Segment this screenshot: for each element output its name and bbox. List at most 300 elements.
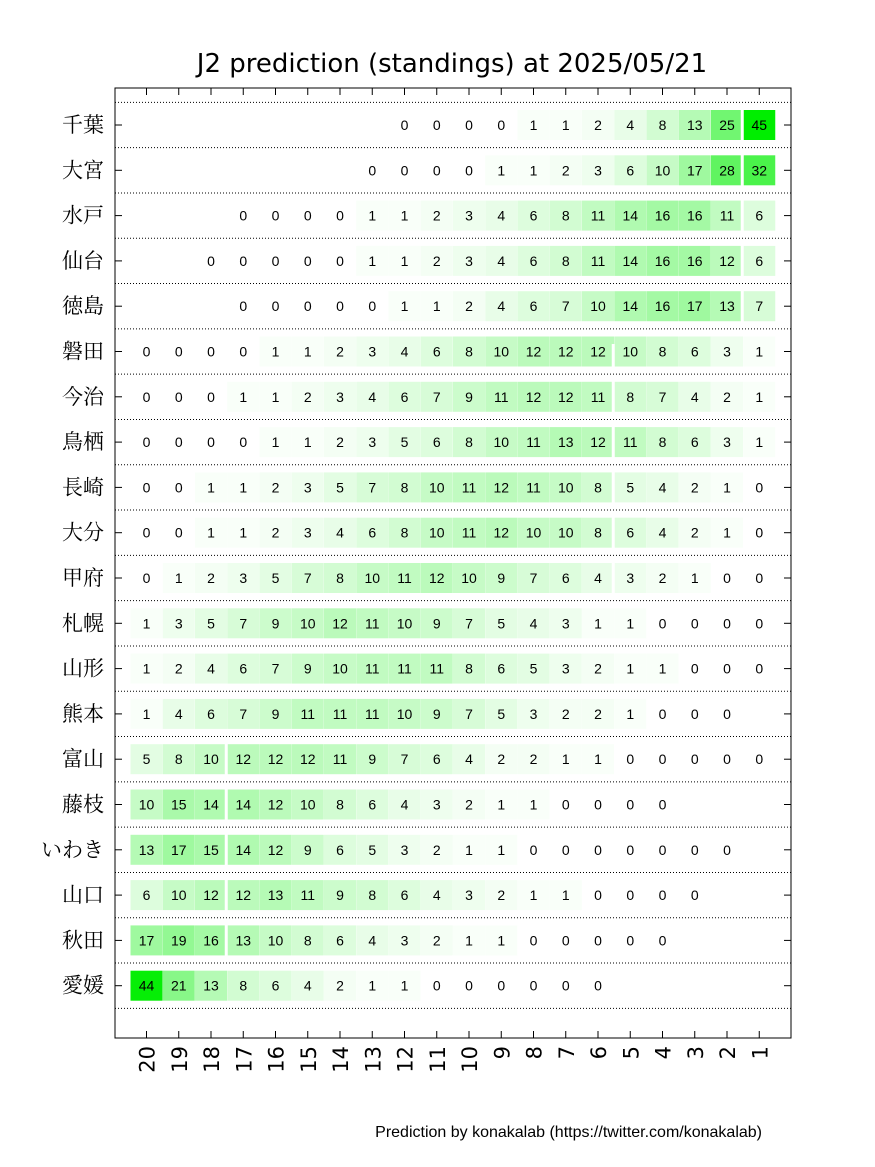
position-label: 11 (425, 1046, 450, 1073)
cell-value-label: 1 (465, 841, 473, 858)
cell-value-label: 2 (594, 117, 602, 133)
cell-value-label: 28 (719, 162, 735, 179)
cell-value-label: 4 (658, 524, 667, 541)
cell-value-label: 0 (561, 932, 570, 949)
cell-value-label: 2 (723, 388, 731, 405)
position-label: 2 (716, 1046, 740, 1060)
cell-value-label: 9 (303, 660, 312, 677)
cell-value-label: 1 (271, 434, 280, 451)
cell-value-label: 7 (239, 615, 248, 632)
cell-value-label: 1 (271, 388, 280, 405)
cell-value-label: 3 (723, 434, 731, 451)
row-labels (41, 113, 105, 998)
position-label: 9 (490, 1046, 515, 1060)
cell-value-label: 12 (428, 570, 445, 586)
cell-value-label: 8 (400, 479, 409, 496)
cell-value-label: 25 (719, 117, 735, 133)
cell-value-label: 0 (432, 977, 441, 994)
cell-value-label: 0 (594, 977, 602, 994)
cell-value-label: 14 (622, 298, 639, 315)
cell-value-label: 10 (590, 298, 606, 315)
cell-value-label: 4 (432, 887, 441, 904)
cell-value-label: 0 (658, 705, 667, 722)
cell-value-label: 0 (497, 977, 506, 994)
cell-value-label: 9 (271, 615, 280, 632)
cell-value-label: 0 (626, 932, 635, 949)
cell-value-label: 12 (557, 388, 574, 405)
cell-value-label: 8 (400, 524, 409, 541)
cell-value-label: 1 (239, 479, 248, 496)
cell-value-label: 3 (303, 524, 312, 541)
column-labels (136, 1046, 773, 1073)
cell-value-label: 0 (755, 479, 764, 496)
cell-value-label: 7 (561, 298, 570, 315)
cell-value-label: 2 (529, 751, 538, 768)
position-label: 14 (329, 1046, 353, 1073)
cell-value-label: 0 (271, 252, 280, 269)
cell-value-label: 7 (465, 615, 473, 632)
cell-value-label: 10 (267, 932, 284, 949)
cell-value-label: 0 (755, 615, 764, 632)
cell-value-label: 6 (368, 796, 377, 813)
cell-value-label: 0 (658, 841, 667, 858)
cell-value-label: 16 (686, 252, 703, 269)
position-label: 18 (200, 1046, 224, 1073)
cell-value-label: 11 (461, 524, 477, 541)
cell-value-label: 17 (686, 298, 703, 315)
cell-value-label: 8 (658, 117, 667, 133)
cell-value-label: 0 (690, 660, 699, 677)
cell-value-label: 0 (207, 252, 215, 269)
cell-value-label: 2 (561, 705, 570, 722)
cell-value-label: 1 (690, 570, 699, 586)
cell-value-label: 8 (594, 479, 602, 496)
cell-value-label: 0 (400, 162, 409, 179)
cell-value-label: 6 (400, 887, 409, 904)
cell-value-label: 12 (525, 388, 542, 405)
cell-value-label: 1 (142, 705, 151, 722)
team-label: 徳島 (62, 294, 104, 319)
cell-value-label: 0 (239, 252, 248, 269)
team-label: 長崎 (62, 475, 104, 500)
cell-value-label: 10 (654, 162, 671, 179)
team-label: 札幌 (62, 611, 104, 636)
cell-value-label: 2 (497, 751, 506, 768)
cell-value-label: 3 (561, 660, 570, 677)
cell-value-label: 44 (138, 977, 155, 994)
cell-value-label: 12 (557, 343, 574, 360)
cell-value-label: 0 (626, 751, 635, 768)
cell-value-label: 4 (368, 388, 377, 405)
cell-value-label: 9 (368, 751, 377, 768)
cell-value-label: 1 (561, 117, 570, 133)
cell-value-label: 12 (590, 434, 606, 451)
position-label: 16 (264, 1046, 289, 1073)
position-label: 12 (393, 1046, 418, 1073)
cell-value-label: 3 (174, 615, 183, 632)
cell-value-label: 1 (561, 751, 570, 768)
cell-value-label: 45 (751, 117, 768, 133)
position-label: 13 (361, 1046, 386, 1073)
team-label: 富山 (62, 747, 104, 772)
cell-value-label: 1 (497, 841, 506, 858)
team-label: 甲府 (62, 566, 104, 590)
cell-value-label: 10 (396, 615, 413, 632)
cell-value-label: 0 (465, 117, 473, 133)
cell-value-label: 9 (465, 388, 473, 405)
chart-title: J2 prediction (standings) at 2025/05/21 (196, 49, 708, 79)
cell-value-label: 6 (529, 207, 538, 224)
cell-value-label: 11 (461, 479, 477, 496)
cell-value-label: 0 (271, 207, 280, 224)
cell-value-label: 10 (203, 751, 219, 768)
cell-value-label: 10 (428, 479, 445, 496)
cell-value-label: 11 (526, 434, 541, 451)
cell-value-label: 9 (336, 887, 344, 904)
cell-value-label: 4 (497, 207, 506, 224)
team-label: 鳥栖 (62, 430, 104, 455)
cell-value-label: 6 (690, 434, 699, 451)
cell-value-label: 5 (271, 570, 280, 586)
position-label: 8 (522, 1046, 547, 1060)
cell-value-label: 11 (332, 705, 348, 722)
cell-value-label: 9 (432, 705, 441, 722)
cell-value-label: 7 (658, 388, 667, 405)
cell-value-label: 0 (174, 434, 183, 451)
cell-value-label: 0 (303, 252, 312, 269)
cell-value-label: 2 (561, 162, 570, 179)
cell-value-label: 1 (400, 298, 409, 315)
cell-value-label: 1 (497, 932, 506, 949)
cell-value-label: 0 (239, 207, 248, 224)
cell-value-label: 2 (432, 841, 441, 858)
cell-value-label: 11 (493, 388, 509, 405)
cell-value-label: 4 (303, 977, 312, 994)
cell-value-label: 0 (723, 615, 731, 632)
cell-value-label: 7 (303, 570, 312, 586)
cell-value-label: 15 (170, 796, 187, 813)
cell-value-label: 12 (267, 841, 284, 858)
cell-value-label: 6 (626, 524, 635, 541)
cell-value-label: 17 (686, 162, 703, 179)
cell-value-label: 11 (364, 660, 380, 677)
cell-value-label: 12 (235, 887, 252, 904)
cell-value-label: 1 (626, 615, 635, 632)
team-label: 熊本 (62, 701, 104, 726)
cell-value-label: 10 (364, 570, 381, 586)
cell-value-label: 3 (400, 841, 409, 858)
cell-value-label: 9 (432, 615, 441, 632)
cell-value-label: 8 (465, 434, 473, 451)
cell-value-label: 11 (590, 252, 606, 269)
cell-value-label: 16 (654, 207, 671, 224)
cell-value-label: 5 (336, 479, 344, 496)
position-label: 5 (619, 1046, 644, 1060)
cell-value-label: 0 (723, 705, 731, 722)
cell-value-label: 4 (174, 705, 183, 722)
cell-value-label: 0 (174, 524, 183, 541)
cell-value-label: 7 (368, 479, 377, 496)
cell-value-label: 8 (336, 796, 344, 813)
cell-value-label: 0 (690, 615, 699, 632)
cell-value-label: 6 (529, 298, 538, 315)
cell-value-label: 4 (465, 751, 473, 768)
cell-value-label: 7 (529, 570, 538, 586)
cell-value-label: 0 (497, 117, 506, 133)
cell-value-label: 3 (432, 796, 441, 813)
cell-value-label: 13 (235, 932, 252, 949)
cell-value-label: 2 (271, 524, 280, 541)
cell-value-label: 0 (723, 660, 731, 677)
cell-value-label: 32 (751, 162, 768, 179)
cell-value-label: 2 (336, 343, 344, 360)
cell-value-label: 1 (529, 117, 538, 133)
cell-value-label: 13 (557, 434, 574, 451)
cell-value-label: 1 (432, 298, 441, 315)
cell-value-label: 3 (723, 343, 731, 360)
cell-value-label: 2 (271, 479, 280, 496)
cell-value-label: 16 (686, 207, 703, 224)
cell-value-label: 10 (299, 615, 316, 632)
cell-value-label: 2 (432, 207, 441, 224)
cell-value-label: 10 (493, 343, 510, 360)
cell-value-label: 1 (626, 705, 635, 722)
cell-value-label: 5 (207, 615, 215, 632)
cell-value-label: 12 (719, 252, 735, 269)
cell-value-label: 9 (271, 705, 280, 722)
cell-value-label: 7 (239, 705, 248, 722)
cell-value-label: 4 (336, 524, 344, 541)
cell-value-label: 11 (397, 660, 412, 677)
cell-value-label: 3 (465, 252, 473, 269)
cell-value-label: 4 (529, 615, 538, 632)
cell-value-label: 11 (590, 388, 606, 405)
team-label: 山形 (62, 656, 104, 681)
cell-value-label: 3 (626, 570, 635, 586)
cell-value-label: 16 (654, 298, 671, 315)
cell-value-label: 0 (626, 841, 635, 858)
cell-value-label: 0 (142, 343, 151, 360)
position-label: 1 (748, 1046, 773, 1060)
cell-value-label: 0 (303, 207, 312, 224)
cell-value-label: 11 (397, 570, 412, 586)
cell-value-label: 10 (332, 660, 348, 677)
cell-value-label: 13 (203, 977, 219, 994)
cell-value-label: 6 (432, 343, 441, 360)
cell-value-label: 2 (497, 887, 506, 904)
cell-value-label: 3 (465, 207, 473, 224)
cell-value-label: 1 (594, 615, 602, 632)
cell-value-label: 0 (626, 796, 635, 813)
cell-value-label: 11 (429, 660, 445, 677)
cell-value-label: 10 (461, 570, 477, 586)
cell-value-label: 0 (465, 162, 473, 179)
cell-value-label: 10 (493, 434, 510, 451)
cell-value-label: 1 (465, 932, 473, 949)
cell-value-label: 0 (174, 343, 183, 360)
cell-value-label: 8 (336, 570, 344, 586)
cell-value-label: 0 (658, 615, 667, 632)
cell-value-label: 0 (368, 298, 377, 315)
cell-value-label: 1 (142, 615, 151, 632)
cell-value-label: 8 (239, 977, 248, 994)
cell-value-label: 0 (561, 841, 570, 858)
cell-value-label: 14 (235, 796, 252, 813)
cell-value-label: 2 (432, 932, 441, 949)
cell-value-label: 1 (755, 434, 764, 451)
team-label: いわき (41, 837, 104, 862)
cell-value-label: 0 (594, 796, 602, 813)
cell-value-label: 5 (142, 751, 151, 768)
cell-value-label: 0 (142, 570, 151, 586)
cell-value-label: 1 (174, 570, 183, 586)
cell-value-label: 6 (207, 705, 215, 722)
cell-value-label: 10 (622, 343, 639, 360)
cell-value-label: 7 (271, 660, 280, 677)
cell-value-label: 6 (336, 932, 344, 949)
cell-value-label: 12 (525, 343, 542, 360)
cell-value-label: 8 (368, 887, 377, 904)
cell-value-label: 3 (239, 570, 248, 586)
cell-value-label: 2 (658, 570, 667, 586)
cell-value-label: 6 (690, 343, 699, 360)
cell-value-label: 13 (267, 887, 284, 904)
cell-value-label: 8 (561, 207, 570, 224)
cell-value-label: 0 (690, 705, 699, 722)
cell-value-label: 4 (400, 796, 409, 813)
cell-value-label: 11 (300, 705, 316, 722)
cell-value-label: 8 (561, 252, 570, 269)
cell-value-label: 11 (719, 207, 735, 224)
cell-value-label: 11 (364, 615, 380, 632)
cell-value-label: 14 (622, 252, 639, 269)
cell-value-label: 0 (336, 207, 344, 224)
cell-value-label: 1 (723, 479, 731, 496)
cell-value-label: 1 (529, 796, 538, 813)
cell-value-label: 15 (203, 841, 219, 858)
cell-value-label: 10 (557, 524, 574, 541)
cell-value-label: 2 (207, 570, 215, 586)
cell-value-label: 0 (239, 298, 248, 315)
cell-value-label: 8 (658, 434, 667, 451)
cell-value-label: 2 (594, 705, 602, 722)
cell-value-label: 0 (239, 434, 248, 451)
cell-value-label: 2 (432, 252, 441, 269)
cell-value-label: 1 (303, 343, 312, 360)
cell-value-label: 6 (497, 660, 506, 677)
cell-value-label: 0 (690, 751, 699, 768)
cell-value-label: 8 (174, 751, 183, 768)
cell-value-label: 0 (529, 932, 538, 949)
cell-value-label: 10 (138, 796, 155, 813)
cell-value-label: 12 (203, 887, 219, 904)
cell-value-label: 5 (368, 841, 377, 858)
team-label: 大宮 (62, 158, 104, 183)
cell-value-label: 0 (529, 841, 538, 858)
cell-value-label: 3 (529, 705, 538, 722)
cell-value-label: 1 (142, 660, 151, 677)
cell-value-label: 13 (138, 841, 155, 858)
cell-value-label: 10 (170, 887, 187, 904)
cell-value-label: 0 (142, 524, 151, 541)
cell-value-label: 1 (529, 162, 538, 179)
cell-value-label: 1 (368, 252, 377, 269)
cell-value-label: 3 (368, 434, 377, 451)
cell-value-label: 3 (303, 479, 312, 496)
cell-value-label: 4 (368, 932, 377, 949)
cell-value-label: 0 (174, 479, 183, 496)
cell-value-label: 11 (622, 434, 638, 451)
cell-value-label: 0 (336, 252, 344, 269)
cell-value-label: 0 (658, 887, 667, 904)
cell-value-label: 6 (239, 660, 248, 677)
cell-value-label: 1 (529, 887, 538, 904)
cell-value-label: 2 (465, 796, 473, 813)
cell-value-label: 10 (557, 479, 574, 496)
cell-value-label: 21 (170, 977, 187, 994)
cell-value-label: 1 (400, 977, 409, 994)
cell-value-label: 10 (428, 524, 445, 541)
cell-value-label: 12 (590, 343, 606, 360)
cell-value-label: 0 (594, 887, 602, 904)
cell-value-label: 6 (336, 841, 344, 858)
cell-value-label: 1 (303, 434, 312, 451)
cell-value-label: 12 (493, 524, 510, 541)
cell-value-label: 1 (658, 660, 667, 677)
cell-value-label: 10 (525, 524, 542, 541)
cell-value-label: 13 (719, 298, 735, 315)
team-label: 千葉 (62, 113, 104, 137)
cell-value-label: 0 (271, 298, 280, 315)
cell-value-label: 1 (755, 343, 764, 360)
cell-value-label: 0 (658, 751, 667, 768)
cell-value-label: 1 (271, 343, 280, 360)
cell-value-label: 1 (497, 796, 506, 813)
cell-value-label: 2 (465, 298, 473, 315)
cell-value-label: 0 (207, 343, 215, 360)
cell-value-label: 1 (626, 660, 635, 677)
cell-value-label: 0 (142, 479, 151, 496)
cell-value-label: 1 (723, 524, 731, 541)
team-label: 藤枝 (62, 792, 104, 817)
cell-value-label: 0 (561, 977, 570, 994)
cell-value-label: 2 (174, 660, 183, 677)
cell-value-label: 14 (235, 841, 252, 858)
cell-value-label: 1 (561, 887, 570, 904)
cell-value-label: 5 (400, 434, 409, 451)
cell-value-label: 0 (723, 751, 731, 768)
cell-value-label: 0 (594, 841, 602, 858)
cell-value-label: 0 (755, 570, 764, 586)
cell-value-label: 8 (465, 660, 473, 677)
cell-value-label: 0 (207, 434, 215, 451)
cell-value-label: 6 (561, 570, 570, 586)
cell-value-label: 3 (336, 388, 344, 405)
cell-value-label: 6 (755, 252, 764, 269)
cell-value-label: 3 (561, 615, 570, 632)
cell-value-label: 0 (303, 298, 312, 315)
cell-value-label: 5 (626, 479, 635, 496)
cell-value-label: 4 (497, 252, 506, 269)
cell-value-label: 2 (336, 434, 344, 451)
cell-value-label: 0 (174, 388, 183, 405)
cell-value-label: 0 (432, 162, 441, 179)
cell-value-label: 16 (203, 932, 219, 949)
cell-value-label: 2 (303, 388, 312, 405)
cell-value-label: 2 (336, 977, 344, 994)
cell-value-label: 0 (142, 388, 151, 405)
cell-value-label: 4 (690, 388, 699, 405)
